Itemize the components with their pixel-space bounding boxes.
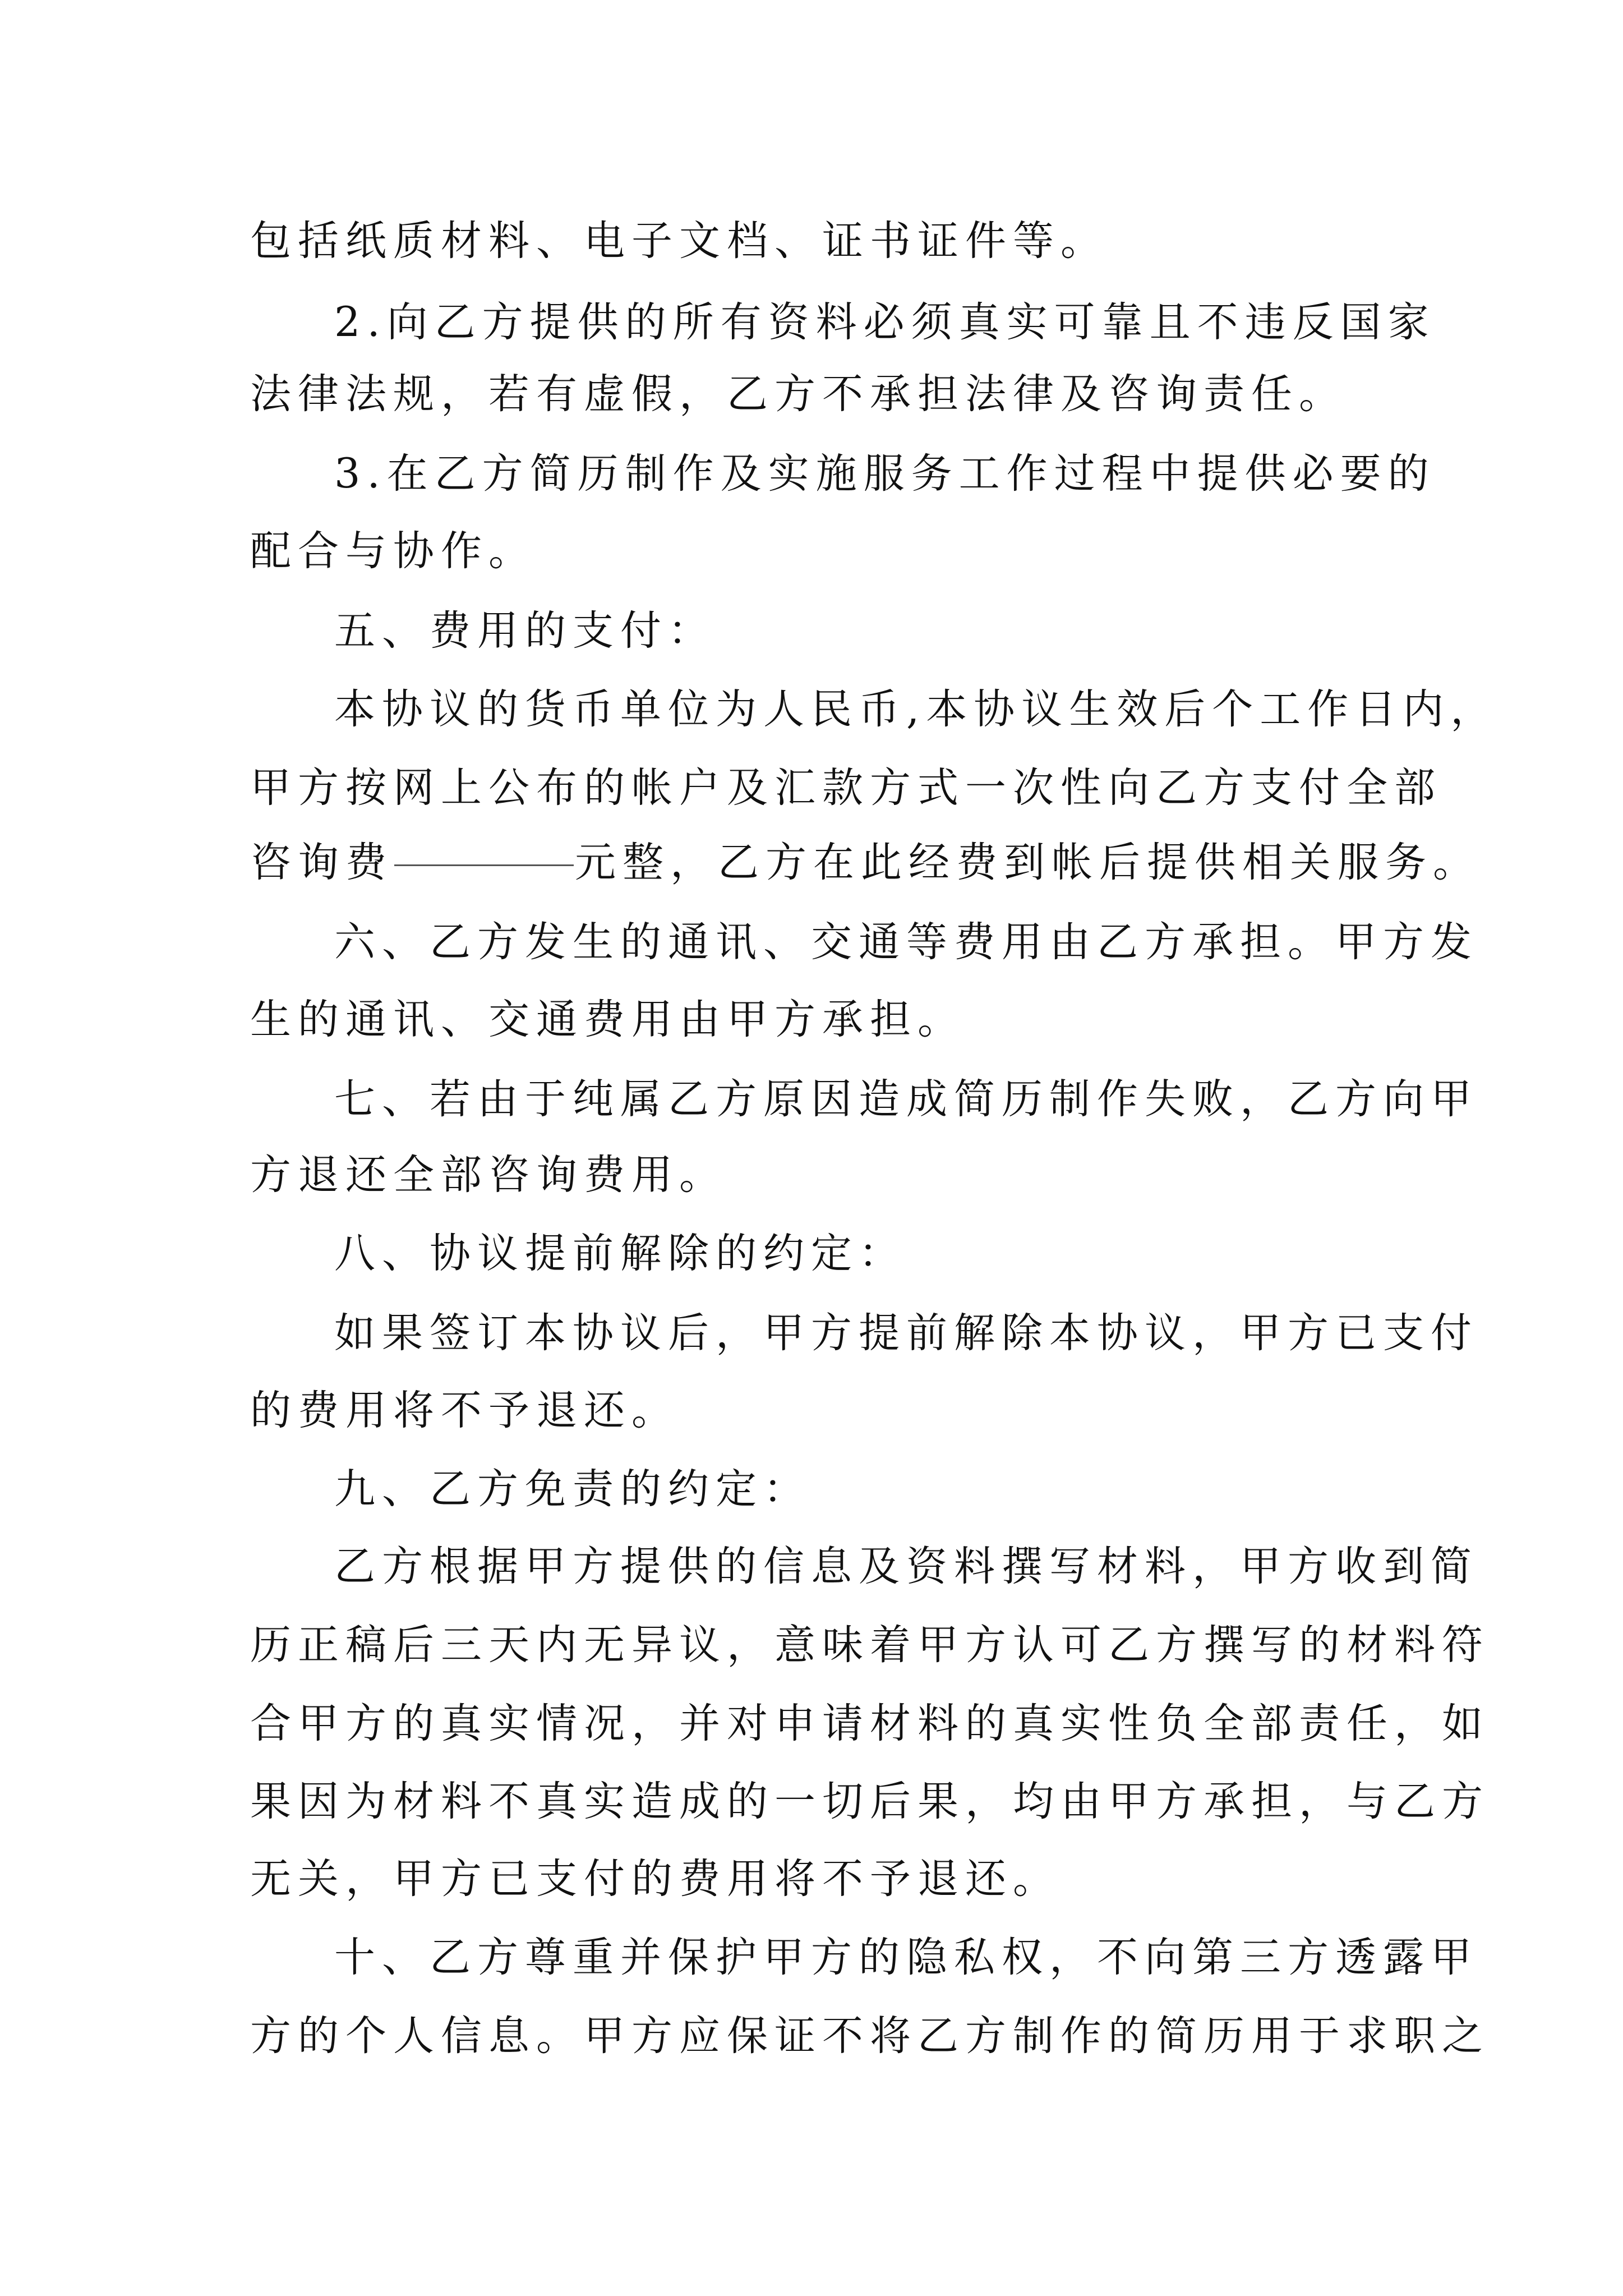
paragraph-line: 十、乙方尊重并保护甲方的隐私权，不向第三方透露甲 — [334, 1934, 1478, 1981]
paragraph-line-with-blank — [250, 821, 1481, 905]
paragraph-line: 果因为材料不真实造成的一切后果，均由甲方承担，与乙方 — [250, 1778, 1490, 1825]
paragraph-line: 六、乙方发生的通讯、交通等费用由乙方承担。甲方发 — [334, 918, 1478, 966]
paragraph-line: 方的个人信息。甲方应保证不将乙方制作的简历用于求职之 — [250, 2012, 1490, 2060]
paragraph-line: 合甲方的真实情况，并对申请材料的真实性负全部责任，如 — [250, 1700, 1490, 1747]
fee-label-tail: 元整，乙方在此经费到帐后提供相关服务。 — [575, 839, 1481, 886]
section-heading: 八、协议提前解除的约定： — [334, 1230, 906, 1277]
paragraph-line: 2.向乙方提供的所有资料必须真实可靠且不违反国家 — [334, 298, 1436, 346]
paragraph-line: 如果签订本协议后，甲方提前解除本协议，甲方已支付 — [334, 1309, 1478, 1357]
paragraph-line: 方退还全部咨询费用。 — [250, 1151, 727, 1199]
paragraph-line: 乙方根据甲方提供的信息及资料撰写材料，甲方收到简 — [334, 1543, 1478, 1590]
paragraph-line: 包括纸质材料、电子文档、证书证件等。 — [250, 217, 1108, 265]
paragraph-line: 甲方按网上公布的帐户及汇款方式一次性向乙方支付全部 — [250, 764, 1442, 812]
paragraph-line: 本协议的货币单位为人民币,本协议生效后个工作日内， — [334, 685, 1498, 733]
section-heading: 九、乙方免责的约定： — [334, 1465, 811, 1513]
paragraph-line: 配合与协作。 — [250, 527, 536, 575]
paragraph-line: 历正稿后三天内无异议，意味着甲方认可乙方撰写的材料符 — [250, 1621, 1490, 1669]
fee-amount-blank — [394, 864, 574, 866]
paragraph-line: 法律法规，若有虚假，乙方不承担法律及咨询责任。 — [250, 370, 1347, 418]
fee-label: 咨询费 — [250, 839, 393, 886]
paragraph-line: 生的通讯、交通费用由甲方承担。 — [250, 996, 965, 1043]
paragraph-line: 七、若由于纯属乙方原因造成简历制作失败，乙方向甲 — [334, 1075, 1478, 1123]
section-heading: 五、费用的支付： — [334, 607, 716, 655]
paragraph-line: 的费用将不予退还。 — [250, 1387, 679, 1434]
paragraph-line: 无关，甲方已支付的费用将不予退还。 — [250, 1855, 1061, 1903]
paragraph-line: 3.在乙方简历制作及实施服务工作过程中提供必要的 — [334, 450, 1436, 498]
